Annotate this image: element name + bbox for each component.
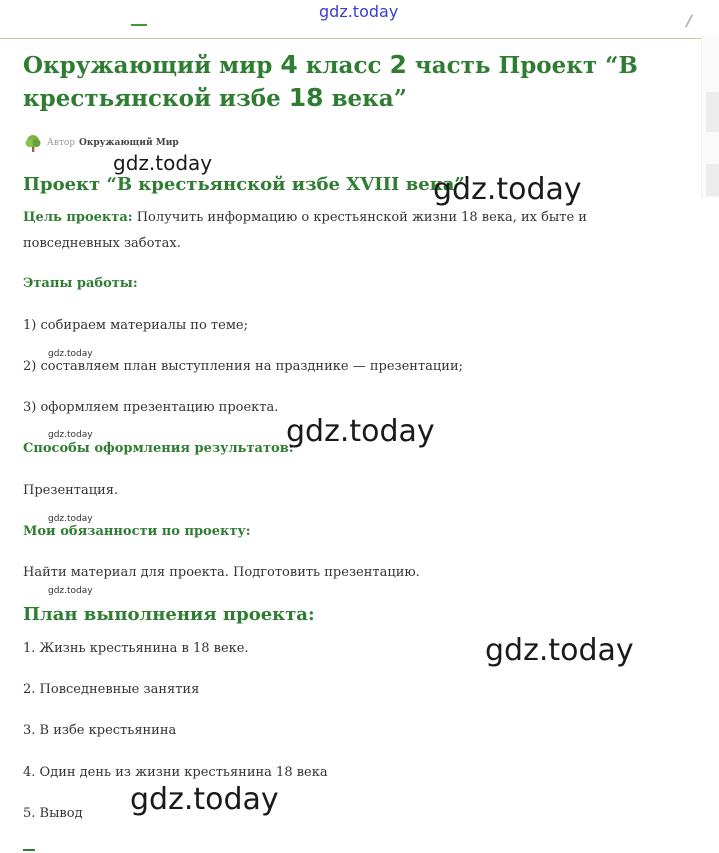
- title-number: 4: [280, 50, 298, 79]
- project-heading: Проект “В крестьянской избе XVIII века”: [23, 174, 465, 195]
- sidebar-block: [706, 164, 719, 196]
- title-text: Окружающий мир: [23, 52, 281, 79]
- site-header: [0, 0, 719, 39]
- watermark: gdz.today: [48, 586, 93, 596]
- watermark: gdz.today: [433, 172, 582, 207]
- watermark: gdz.today: [113, 151, 213, 175]
- stage-item: 2) составляем план выступления на празднике — презентации;: [23, 359, 463, 374]
- plan-heading: План выполнения проекта:: [23, 604, 315, 625]
- results-label: Способы оформления результатов:: [23, 441, 294, 456]
- watermark: gdz.today: [48, 430, 93, 440]
- watermark: gdz.today: [485, 633, 634, 668]
- stage-item: 3) оформляем презентацию проекта.: [23, 400, 279, 415]
- title-number: 2: [389, 50, 407, 79]
- goal-text: Получить информацию о крестьянской жизни 18 века, их быте и повседневных заботах.: [23, 210, 587, 251]
- tree-icon: [23, 133, 43, 153]
- watermark: gdz.today: [48, 514, 93, 524]
- next-heading-fragment: [23, 849, 35, 851]
- sidebar-block: [706, 92, 719, 132]
- duties-label: Мои обязанности по проекту:: [23, 524, 251, 539]
- plan-item: 1. Жизнь крестьянина в 18 веке.: [23, 641, 249, 656]
- plan-item: 5. Вывод: [23, 806, 83, 821]
- plan-item: 3. В избе крестьянина: [23, 723, 177, 738]
- duties-text: Найти материал для проекта. Подготовить презентацию.: [23, 565, 420, 580]
- author-role: Автор: [47, 138, 76, 148]
- results-text: Презентация.: [23, 483, 119, 498]
- title-text: века”: [323, 85, 407, 112]
- stage-item: 1) собираем материалы по теме;: [23, 318, 248, 333]
- title-number: 18: [288, 83, 324, 112]
- stages-label: Этапы работы:: [23, 276, 138, 291]
- plan-item: 4. Один день из жизни крестьянина 18 века: [23, 765, 328, 780]
- page-title: [23, 49, 683, 115]
- title-text: класс: [297, 52, 390, 79]
- watermark: gdz.today: [48, 349, 93, 359]
- watermark: gdz.today: [286, 414, 435, 449]
- author-name-link[interactable]: Окружающий Мир: [79, 138, 179, 148]
- title-text: часть Проект “В крестьянской избе: [23, 52, 638, 112]
- watermark: gdz.today: [130, 782, 279, 817]
- site-logo-link[interactable]: gdz.today: [319, 2, 399, 21]
- header-divider-mark: [685, 14, 693, 27]
- plan-item: 2. Повседневные занятия: [23, 682, 200, 697]
- sidebar-edge: [701, 36, 719, 198]
- header-accent-line: [131, 24, 147, 26]
- goal-label: Цель проекта:: [23, 210, 133, 225]
- project-goal: [23, 205, 663, 257]
